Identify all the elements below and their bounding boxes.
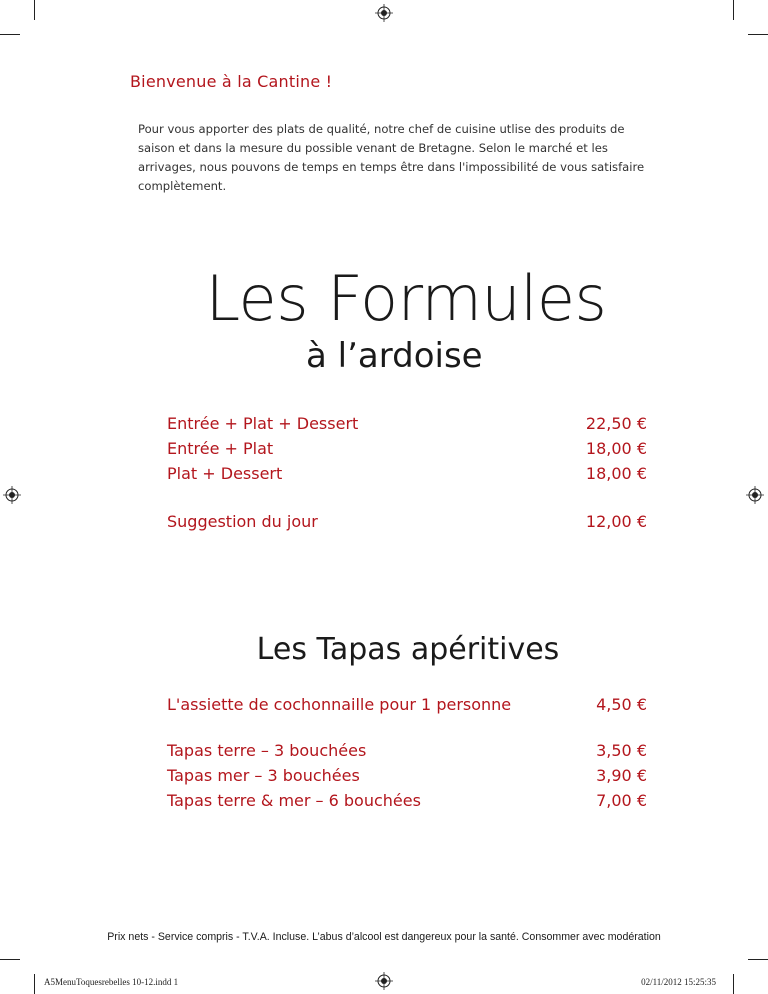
menu-item [167,461,647,486]
menu-item [167,763,647,788]
crop-mark [34,974,35,994]
menu-item [167,788,647,813]
slug-filename: A5MenuToquesrebelles 10-12.indd 1 [44,977,179,987]
formules-title [0,262,768,335]
crop-mark [0,34,20,35]
intro-paragraph: Pour vous apporter des plats de qualité, notre chef de cuisine utlise des produits de saison et dans la mesure du possible venant de Bretagne. Selon le marché et les arrivages, nous pouvons de temps en temps être dans l'impossibilité de vous satisfaire complètement. [138,122,645,193]
footer-notice: Prix nets - Service compris - T.V.A. Incluse. L’abus d’alcool est dangereux pour la santé. Consommer avec modération [107,931,661,943]
menu-item-label: Tapas terre – 3 bouchées [167,741,367,760]
menu-item-price: 4,50 € [596,695,647,714]
menu-item-label: Tapas terre & mer – 6 bouchées [167,791,421,810]
menu-item-label: L'assiette de cochonnaille pour 1 personne [167,695,512,714]
registration-mark-icon [3,486,21,504]
crop-mark [0,959,20,960]
registration-mark-icon [375,4,393,22]
menu-item-price: 3,90 € [596,766,647,785]
welcome-title: Bienvenue à la Cantine ! [130,72,333,91]
menu-item-label: Tapas mer – 3 bouchées [167,766,360,785]
menu-item-price: 22,50 € [585,414,647,433]
formules-list [167,411,647,486]
registration-mark-icon [746,486,764,504]
menu-item-price: 7,00 € [596,791,647,810]
menu-item-label: Entrée + Plat [167,439,274,458]
menu-item-price: 18,00 € [585,464,647,483]
formules-title-text: Les Formules [205,262,607,335]
menu-item [167,411,647,436]
slug-datetime: 02/11/2012 15:25:35 [641,977,716,987]
menu-item-price: 18,00 € [585,439,647,458]
menu-item [167,692,647,717]
registration-mark-icon [375,972,393,990]
menu-item-label: Suggestion du jour [167,512,318,531]
tapas-assiette-row [167,692,647,717]
tapas-title-text: Les Tapas apéritives [256,632,560,667]
suggestion-row [167,509,647,534]
menu-item [167,509,647,534]
menu-item-label: Entrée + Plat + Dessert [167,414,359,433]
tapas-title [0,632,768,667]
crop-mark [34,0,35,20]
crop-mark [733,974,734,994]
menu-item [167,436,647,461]
menu-item [167,738,647,763]
menu-item-price: 12,00 € [585,512,647,531]
formules-subtitle: à l’ardoise [306,336,483,376]
tapas-list [167,738,647,813]
crop-mark [748,34,768,35]
menu-item-price: 3,50 € [596,741,647,760]
crop-mark [748,959,768,960]
menu-item-label: Plat + Dessert [167,464,283,483]
crop-mark [733,0,734,20]
